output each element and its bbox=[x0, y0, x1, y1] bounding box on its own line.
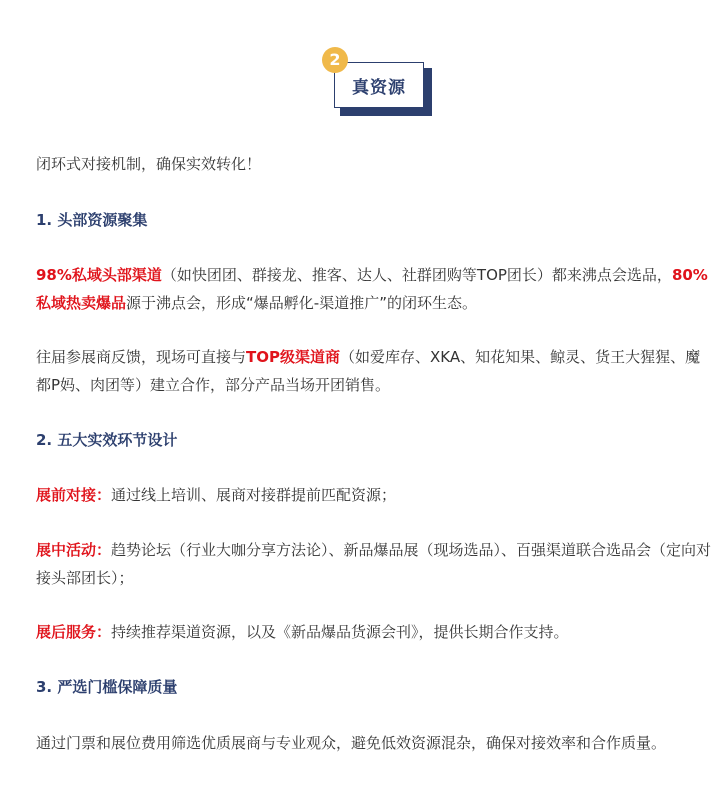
heading-section-2: 2. 五大实效环节设计 bbox=[36, 431, 178, 449]
section2-item-2 bbox=[36, 536, 712, 592]
body-text: 往届参展商反馈，现场可直接与 bbox=[36, 348, 247, 366]
section3-paragraph-1: 通过门票和展位费用筛选优质展商与专业观众，避免低效资源混杂，确保对接效率和合作质量。 bbox=[36, 734, 667, 752]
heading-section-1: 1. 头部资源聚集 bbox=[36, 211, 148, 229]
item-text: 趋势论坛（行业大咖分享方法论）、新品爆品展（现场选品）、百强渠道联合选品会（定向对接头部团长）； bbox=[36, 541, 712, 587]
item-label: 展中活动： bbox=[36, 541, 112, 559]
section2-item-3 bbox=[36, 618, 712, 646]
intro-paragraph: 闭环式对接机制，确保实效转化！ bbox=[36, 155, 262, 173]
item-label: 展前对接： bbox=[36, 486, 112, 504]
item-text: 通过线上培训、展商对接群提前匹配资源； bbox=[111, 486, 397, 504]
title-box bbox=[334, 62, 424, 108]
section-number-badge: 2 bbox=[322, 47, 348, 73]
section1-paragraph-2 bbox=[36, 343, 712, 399]
highlight-text: TOP级渠道商 bbox=[246, 348, 340, 366]
body-text: （如快团团、群接龙、推客、达人、社群团购等TOP团长）都来沸点会选品， bbox=[161, 266, 672, 284]
section-header bbox=[0, 0, 724, 130]
heading-section-3: 3. 严选门槛保障质量 bbox=[36, 678, 178, 696]
section2-item-1 bbox=[36, 481, 712, 509]
highlight-text: 80%私域热卖爆品 bbox=[36, 266, 708, 312]
item-label: 展后服务： bbox=[36, 623, 112, 641]
item-text: 持续推荐渠道资源，以及《新品爆品货源会刊》，提供长期合作支持。 bbox=[111, 623, 569, 641]
section1-paragraph-1 bbox=[36, 261, 712, 317]
section-title: 真资源 bbox=[352, 77, 406, 98]
body-text: （如爱库存、XKA、知花知果、鲸灵、货王大猩猩、魔都P妈、肉团等）建立合作，部分产品当场开团销售。 bbox=[36, 348, 701, 394]
body-text: 源于沸点会，形成“爆品孵化-渠道推广”的闭环生态。 bbox=[126, 294, 477, 312]
highlight-text: 98%私域头部渠道 bbox=[36, 266, 162, 284]
